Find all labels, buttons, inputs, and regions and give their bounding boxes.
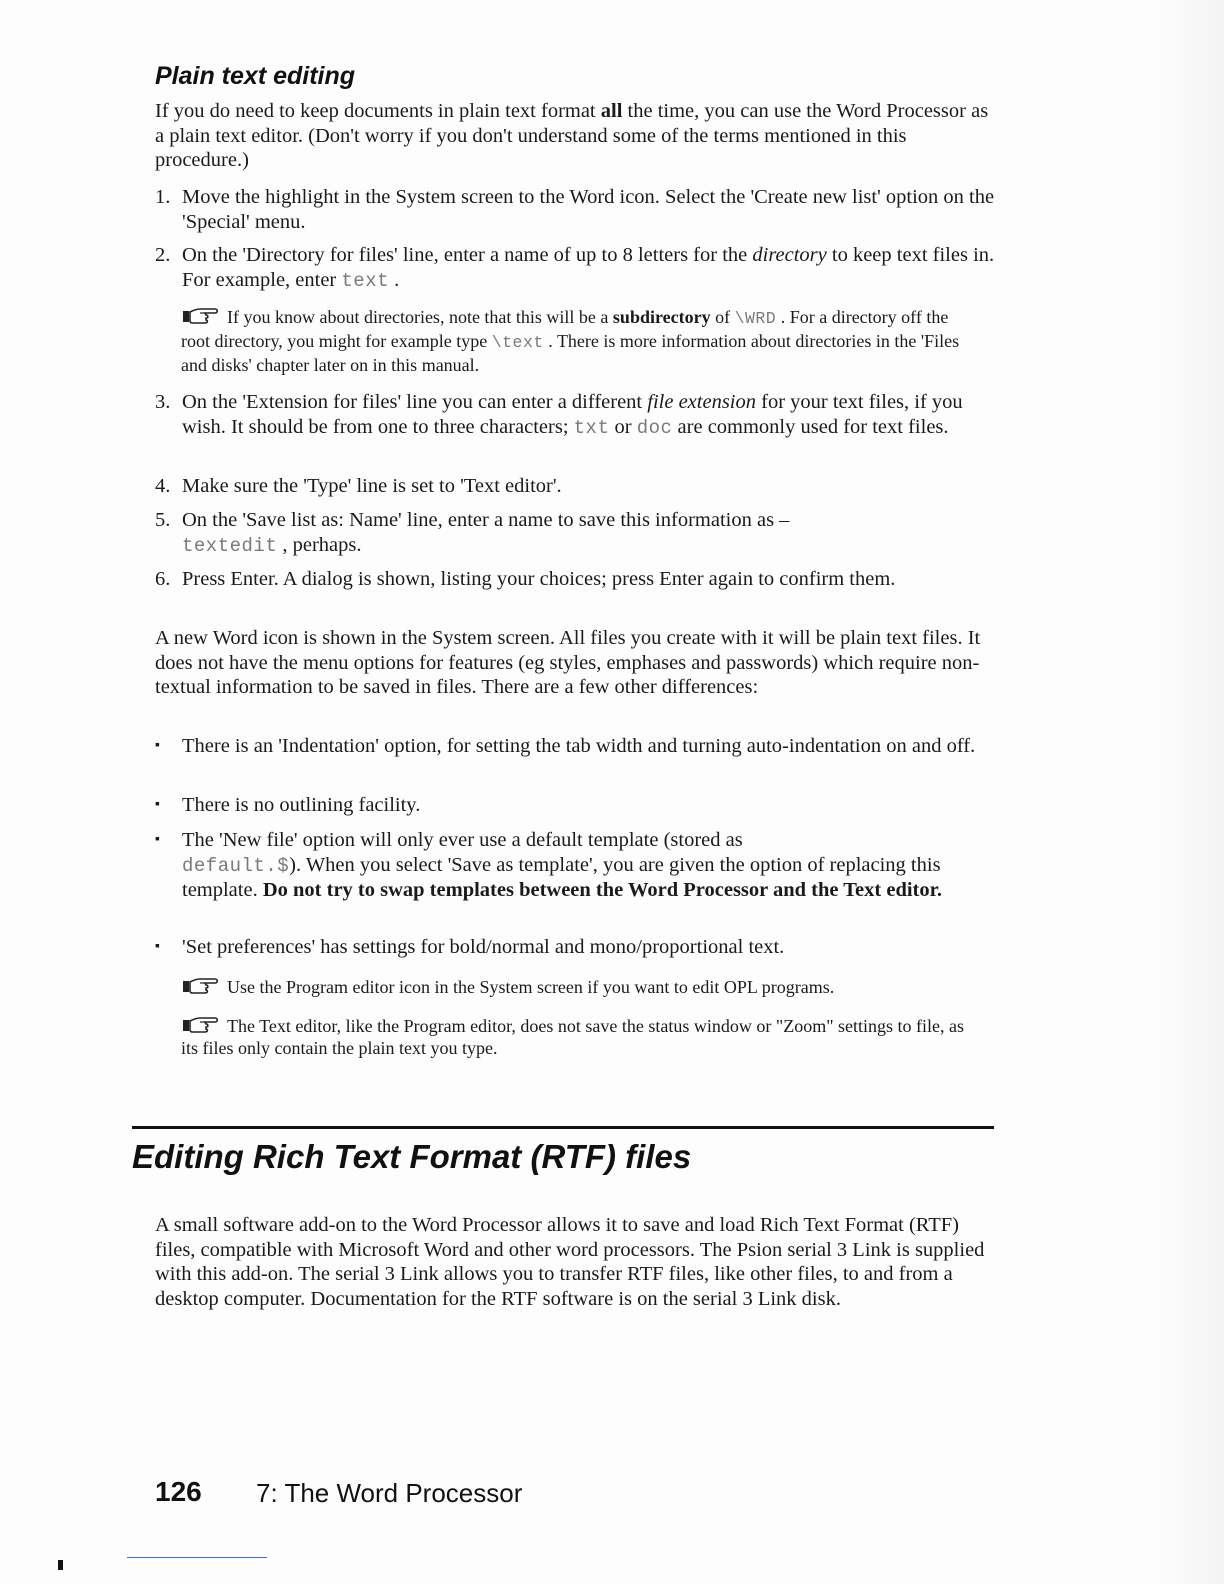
pointing-hand-icon: [181, 976, 223, 996]
bullet-outlining: ▪ There is no outlining facility.: [155, 794, 421, 816]
section-heading-rtf: Editing Rich Text Format (RTF) files: [132, 1138, 692, 1175]
note-subdirectory: If you know about directories, note that this will be a subdirectory of \WRD . For a directory off the root directory, you might for example type \text . There is more information about directories in the 'Files and disks' chapter later on in this manual.: [181, 307, 960, 375]
step-6: 6. Press Enter. A dialog is shown, listing your choices; press Enter again to confirm them.: [155, 568, 896, 590]
step-3: 3. On the 'Extension for files' line you can enter a different file extension for your text files, if you wish. It should be from one to three characters; txt or doc are commonly used for text files.: [155, 391, 963, 439]
note-text-editor-zoom: The Text editor, like the Program editor, does not save the status window or "Zoom" settings to file, as its files only contain the plain text you type.: [181, 1016, 965, 1058]
section-divider: [132, 1126, 994, 1129]
bullet-preferences: ▪ 'Set preferences' has settings for bold/normal and mono/proportional text.: [155, 936, 785, 958]
intro-paragraph: If you do need to keep documents in plain text format all the time, you can use the Word Processor as a plain text editor. (Don't worry if you don't understand some of the terms mentioned in this procedure.): [155, 100, 989, 171]
rtf-paragraph: A small software add-on to the Word Processor allows it to save and load Rich Text Format (RTF) files, compatible with Microsoft Word and other word processors. The Psion serial 3 Link is supplied with this add-on. The serial 3 Link allows you to transfer RTF files, like other files, to and from a desktop computer. Documentation for the RTF software is on the serial 3 Link disk.: [155, 1214, 985, 1310]
bullet-new-file: ▪ The 'New file' option will only ever use a default template (stored as default.$). When you select 'Save as template', you are given the option of replacing this template. Do not try to swap templates between the Word Processor and the Text editor.: [155, 829, 942, 901]
step-2: 2. On the 'Directory for files' line, enter a name of up to 8 letters for the directory to keep text files in. For example, enter text .: [155, 244, 995, 292]
pointing-hand-icon: [181, 1015, 223, 1035]
page-number: 126: [155, 1476, 202, 1507]
bottom-edge-mark: [58, 1560, 63, 1570]
bullet-indentation: ▪ There is an 'Indentation' option, for setting the tab width and turning auto-indentation on and off.: [155, 735, 976, 757]
note-program-editor: Use the Program editor icon in the System screen if you want to edit OPL programs.: [181, 976, 981, 998]
after-steps-paragraph: A new Word icon is shown in the System screen. All files you create with it will be plain text files. It does not have the menu options for features (eg styles, emphases and passwords) which require non-textual information to be saved in files. There are a few other differences:: [155, 627, 981, 698]
chapter-title: 7: The Word Processor: [256, 1478, 523, 1508]
step-5: 5. On the 'Save list as: Name' line, enter a name to save this information as – textedit , perhaps.: [155, 509, 790, 557]
pointing-hand-icon: [181, 306, 223, 326]
bottom-edge-line: [127, 1557, 267, 1558]
step-4: 4. Make sure the 'Type' line is set to 'Text editor'.: [155, 475, 562, 497]
section-heading-plain-text: Plain text editing: [155, 62, 356, 90]
page-edge-shadow: [1154, 0, 1224, 1584]
step-1: 1. Move the highlight in the System screen to the Word icon. Select the 'Create new list' option on the 'Special' menu.: [155, 186, 995, 233]
